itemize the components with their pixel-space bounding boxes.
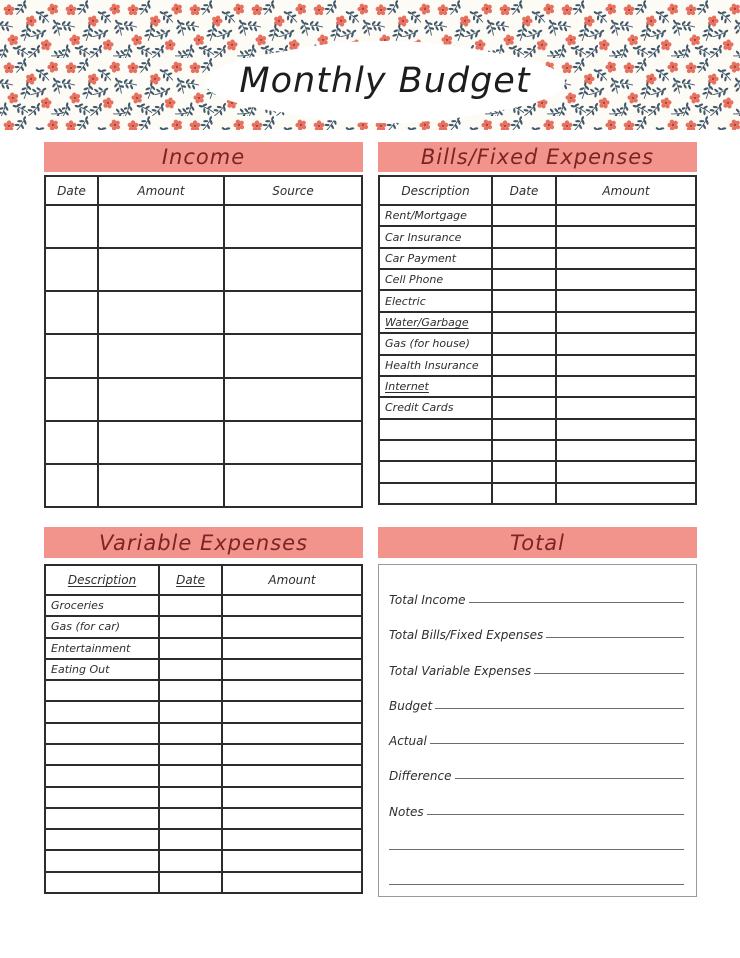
table-row xyxy=(46,745,361,766)
table-row xyxy=(380,334,695,355)
income-table xyxy=(44,175,363,508)
empty-cell xyxy=(493,377,557,396)
table-row xyxy=(380,270,695,291)
total-field xyxy=(389,714,684,749)
fill-in-line xyxy=(455,778,684,779)
table-row xyxy=(380,313,695,334)
empty-cell xyxy=(223,873,361,892)
total-field-label: Total Bills/Fixed Expenses xyxy=(389,628,544,643)
total-field-label: Budget xyxy=(389,698,433,713)
empty-cell xyxy=(46,681,160,700)
empty-cell xyxy=(493,462,557,481)
row-label: Water/Garbage xyxy=(380,313,493,332)
table-row xyxy=(46,830,361,851)
empty-cell xyxy=(380,462,493,481)
empty-cell xyxy=(223,809,361,828)
table-row xyxy=(380,249,695,270)
fill-in-line xyxy=(389,884,684,885)
row-label: Gas (for house) xyxy=(380,334,493,353)
bills-header-bar xyxy=(378,142,697,172)
variable-header-label: Variable Expenses xyxy=(98,530,309,555)
total-summary-box xyxy=(378,564,697,897)
fill-in-line xyxy=(546,637,684,638)
empty-cell xyxy=(46,809,160,828)
empty-cell xyxy=(380,484,493,503)
empty-cell xyxy=(46,379,99,420)
fill-in-line xyxy=(435,708,684,709)
column-header: Date xyxy=(46,177,99,204)
empty-cell xyxy=(557,206,695,225)
variable-header-bar xyxy=(44,527,363,558)
table-row xyxy=(46,335,361,378)
empty-cell xyxy=(99,335,225,376)
empty-cell xyxy=(557,377,695,396)
empty-cell xyxy=(493,484,557,503)
empty-cell xyxy=(493,313,557,332)
fill-in-line xyxy=(427,814,684,815)
empty-cell xyxy=(46,292,99,333)
empty-cell xyxy=(225,335,361,376)
empty-cell xyxy=(223,724,361,743)
table-row xyxy=(46,788,361,809)
table-row xyxy=(46,660,361,681)
empty-cell xyxy=(160,724,223,743)
total-field xyxy=(389,749,684,784)
total-field-label: Actual xyxy=(389,734,427,749)
empty-cell xyxy=(223,766,361,785)
fill-in-line xyxy=(389,849,684,850)
notes-extra-line xyxy=(389,855,684,890)
empty-cell xyxy=(225,206,361,247)
empty-cell xyxy=(46,249,99,290)
empty-cell xyxy=(223,851,361,870)
empty-cell xyxy=(46,766,160,785)
total-field xyxy=(389,679,684,714)
table-row xyxy=(380,441,695,462)
page-title: Monthly Budget xyxy=(239,61,531,101)
empty-cell xyxy=(223,745,361,764)
table-row xyxy=(46,249,361,292)
empty-cell xyxy=(225,465,361,506)
table-header-row xyxy=(46,566,361,596)
empty-cell xyxy=(99,249,225,290)
empty-cell xyxy=(160,702,223,721)
empty-cell xyxy=(160,809,223,828)
empty-cell xyxy=(493,334,557,353)
empty-cell xyxy=(493,420,557,439)
empty-cell xyxy=(223,596,361,615)
empty-cell xyxy=(557,484,695,503)
empty-cell xyxy=(46,724,160,743)
table-row xyxy=(46,809,361,830)
row-label: Electric xyxy=(380,291,493,310)
column-header: Description xyxy=(46,566,160,594)
empty-cell xyxy=(493,291,557,310)
table-row xyxy=(46,292,361,335)
empty-cell xyxy=(160,639,223,658)
empty-cell xyxy=(46,465,99,506)
empty-cell xyxy=(223,788,361,807)
empty-cell xyxy=(493,206,557,225)
empty-cell xyxy=(223,830,361,849)
table-row xyxy=(46,851,361,872)
fill-in-line xyxy=(534,673,684,674)
column-header: Date xyxy=(493,177,557,204)
empty-cell xyxy=(223,660,361,679)
row-label: Car Insurance xyxy=(380,227,493,246)
empty-cell xyxy=(160,830,223,849)
column-header: Amount xyxy=(99,177,225,204)
empty-cell xyxy=(99,422,225,463)
table-row xyxy=(380,227,695,248)
empty-cell xyxy=(557,420,695,439)
row-label: Car Payment xyxy=(380,249,493,268)
income-header-label: Income xyxy=(161,145,246,169)
empty-cell xyxy=(493,270,557,289)
empty-cell xyxy=(46,873,160,892)
table-row xyxy=(380,420,695,441)
income-section xyxy=(44,142,363,508)
column-header: Date xyxy=(160,566,223,594)
empty-cell xyxy=(99,379,225,420)
empty-cell xyxy=(493,249,557,268)
column-header: Description xyxy=(380,177,493,204)
empty-cell xyxy=(493,227,557,246)
total-field xyxy=(389,784,684,819)
empty-cell xyxy=(557,313,695,332)
table-row xyxy=(46,639,361,660)
empty-cell xyxy=(380,441,493,460)
row-label: Cell Phone xyxy=(380,270,493,289)
row-label: Internet xyxy=(380,377,493,396)
table-row xyxy=(46,379,361,422)
empty-cell xyxy=(160,617,223,636)
table-row xyxy=(380,356,695,377)
empty-cell xyxy=(380,420,493,439)
floral-header-band xyxy=(0,0,740,130)
row-label: Eating Out xyxy=(46,660,160,679)
table-row xyxy=(46,617,361,638)
empty-cell xyxy=(223,702,361,721)
empty-cell xyxy=(99,206,225,247)
table-row xyxy=(380,377,695,398)
empty-cell xyxy=(160,873,223,892)
table-row xyxy=(380,462,695,483)
empty-cell xyxy=(557,441,695,460)
table-row xyxy=(46,766,361,787)
empty-cell xyxy=(223,681,361,700)
table-row xyxy=(380,484,695,503)
empty-cell xyxy=(160,596,223,615)
table-header-row xyxy=(380,177,695,206)
empty-cell xyxy=(46,206,99,247)
table-row xyxy=(46,681,361,702)
total-header-label: Total xyxy=(509,530,566,555)
empty-cell xyxy=(557,462,695,481)
empty-cell xyxy=(46,788,160,807)
empty-cell xyxy=(160,745,223,764)
row-label: Credit Cards xyxy=(380,398,493,417)
row-label: Groceries xyxy=(46,596,160,615)
table-row xyxy=(46,465,361,506)
table-row xyxy=(46,702,361,723)
total-field-label: Total Variable Expenses xyxy=(389,663,532,678)
empty-cell xyxy=(225,422,361,463)
empty-cell xyxy=(493,356,557,375)
empty-cell xyxy=(225,249,361,290)
empty-cell xyxy=(223,639,361,658)
empty-cell xyxy=(557,398,695,417)
table-row xyxy=(380,206,695,227)
total-field-label: Difference xyxy=(389,769,452,784)
total-field xyxy=(389,608,684,643)
table-header-row xyxy=(46,177,361,206)
total-field-label: Total Income xyxy=(389,593,466,608)
empty-cell xyxy=(160,788,223,807)
row-label: Gas (for car) xyxy=(46,617,160,636)
empty-cell xyxy=(557,291,695,310)
total-header-bar xyxy=(378,527,697,558)
bills-header-label: Bills/Fixed Expenses xyxy=(420,145,655,169)
bills-table xyxy=(378,175,697,505)
income-header-bar xyxy=(44,142,363,172)
column-header: Amount xyxy=(602,183,650,198)
row-label: Entertainment xyxy=(46,639,160,658)
empty-cell xyxy=(493,398,557,417)
empty-cell xyxy=(46,745,160,764)
table-row xyxy=(46,422,361,465)
empty-cell xyxy=(160,851,223,870)
table-row xyxy=(46,206,361,249)
variable-expenses-table xyxy=(44,564,363,894)
empty-cell xyxy=(493,441,557,460)
empty-cell xyxy=(99,292,225,333)
table-row xyxy=(46,596,361,617)
empty-cell xyxy=(46,422,99,463)
total-field xyxy=(389,643,684,678)
empty-cell xyxy=(225,292,361,333)
empty-cell xyxy=(557,227,695,246)
empty-cell xyxy=(557,334,695,353)
total-field-label: Notes xyxy=(389,804,424,819)
table-row xyxy=(380,291,695,312)
table-row xyxy=(46,724,361,745)
fill-in-line xyxy=(430,743,684,744)
column-header: Source xyxy=(272,183,314,198)
empty-cell xyxy=(46,851,160,870)
table-row xyxy=(46,873,361,892)
empty-cell xyxy=(225,379,361,420)
total-field xyxy=(389,573,684,608)
empty-cell xyxy=(160,766,223,785)
bills-section xyxy=(378,142,697,505)
fill-in-line xyxy=(469,602,684,603)
variable-expenses-section xyxy=(44,527,363,894)
empty-cell xyxy=(557,270,695,289)
row-label: Rent/Mortgage xyxy=(380,206,493,225)
empty-cell xyxy=(46,830,160,849)
empty-cell xyxy=(46,335,99,376)
total-section xyxy=(378,527,697,897)
empty-cell xyxy=(557,356,695,375)
row-label: Health Insurance xyxy=(380,356,493,375)
empty-cell xyxy=(557,249,695,268)
column-header: Amount xyxy=(268,573,316,587)
empty-cell xyxy=(99,465,225,506)
empty-cell xyxy=(46,702,160,721)
table-row xyxy=(380,398,695,419)
notes-extra-line xyxy=(389,820,684,855)
empty-cell xyxy=(160,660,223,679)
empty-cell xyxy=(223,617,361,636)
empty-cell xyxy=(160,681,223,700)
